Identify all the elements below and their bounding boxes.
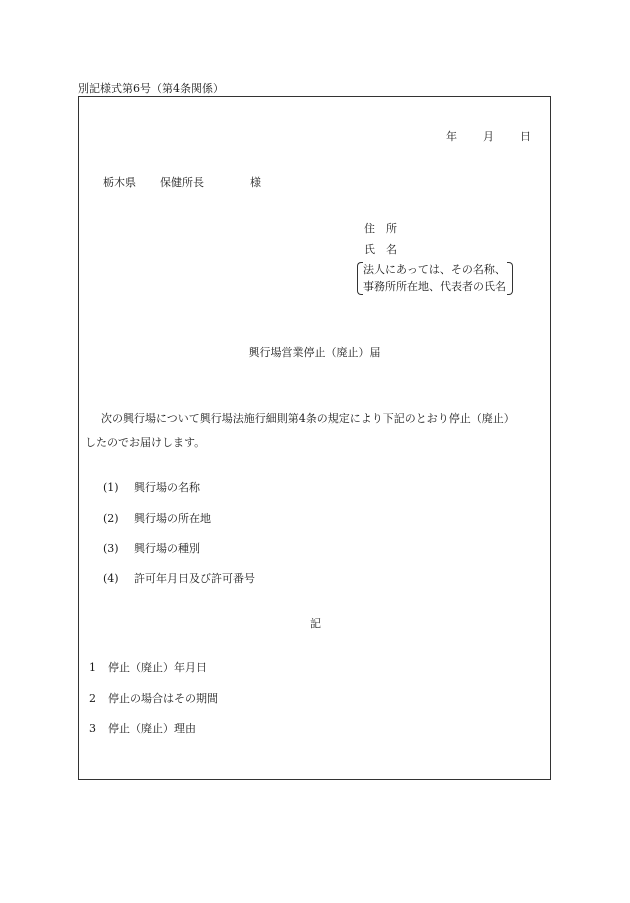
note-label: 停止の場合はその期間 xyxy=(108,692,218,705)
form-reference: 別記様式第6号（第4条関係） xyxy=(78,82,224,95)
note-number: 2 xyxy=(89,692,96,705)
list-item xyxy=(103,570,255,586)
ki-heading: 記 xyxy=(310,617,321,630)
addressee-honorific: 様 xyxy=(250,176,261,189)
right-bracket xyxy=(507,262,513,295)
document-title: 興行場営業停止（廃止）届 xyxy=(248,346,381,359)
corporation-note-line1: 法人にあっては、その名称、 xyxy=(363,263,506,276)
addressee-office: 保健所長 xyxy=(160,176,204,189)
list-item xyxy=(103,510,211,526)
list-item xyxy=(103,540,200,556)
name-label: 氏 名 xyxy=(364,243,397,256)
addressee xyxy=(103,174,261,190)
date-month-label: 月 xyxy=(483,130,494,143)
item-label: 興行場の名称 xyxy=(134,481,200,494)
item-number: (4) xyxy=(103,572,119,585)
item-number: (3) xyxy=(103,542,119,555)
list-item xyxy=(103,479,200,495)
note-label: 停止（廃止）理由 xyxy=(108,722,196,735)
form-frame xyxy=(78,96,551,780)
address-label: 住 所 xyxy=(364,222,397,235)
date-row xyxy=(446,128,531,144)
addressee-prefecture: 栃木県 xyxy=(103,176,136,189)
note-label: 停止（廃止）年月日 xyxy=(108,661,207,674)
body-paragraph xyxy=(85,407,551,455)
item-label: 許可年月日及び許可番号 xyxy=(134,572,255,585)
body-line-2: したのでお届けします。 xyxy=(85,436,206,449)
corporation-note xyxy=(358,261,511,295)
corporation-note-line2: 事務所所在地、代表者の氏名 xyxy=(363,280,506,293)
note-number: 1 xyxy=(89,661,96,674)
note-number: 3 xyxy=(89,722,96,735)
item-label: 興行場の種別 xyxy=(134,542,200,555)
left-bracket xyxy=(357,262,363,295)
item-number: (2) xyxy=(103,512,119,525)
date-year-label: 年 xyxy=(446,130,457,143)
list-item xyxy=(89,690,218,706)
body-line-1: 次の興行場について興行場法施行細則第4条の規定により下記のとおり停止（廃止） xyxy=(101,412,515,425)
item-label: 興行場の所在地 xyxy=(134,512,211,525)
date-day-label: 日 xyxy=(520,130,531,143)
list-item xyxy=(89,659,207,675)
list-item xyxy=(89,720,196,736)
item-number: (1) xyxy=(103,481,119,494)
